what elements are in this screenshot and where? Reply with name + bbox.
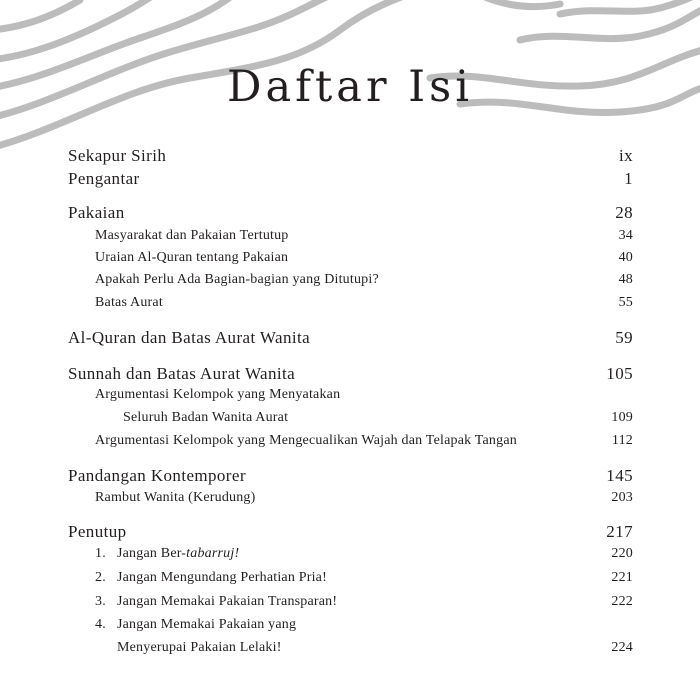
toc-entry-label	[95, 546, 239, 562]
toc-subentry	[117, 640, 633, 656]
toc-entry-page: 1	[624, 169, 633, 188]
toc-entry-number: 3.	[95, 594, 106, 609]
toc-entry-label: Penutup	[68, 522, 127, 541]
toc-entry-page: ix	[618, 146, 633, 165]
toc-entry-label: Argumentasi Kelompok yang Mengecualikan Wajah dan Telapak Tangan	[95, 433, 517, 448]
toc-entry-number: 1.	[95, 546, 106, 561]
toc-entry-page: 40	[618, 250, 633, 265]
toc-entry-page: 217	[606, 522, 633, 541]
toc-subentry	[95, 570, 633, 586]
toc-entry-page: 220	[611, 546, 633, 561]
toc-entry-label: Masyarakat dan Pakaian Tertutup	[95, 228, 289, 243]
toc-entry-label: Uraian Al-Quran tentang Pakaian	[95, 250, 289, 265]
toc-entry-label	[95, 617, 296, 633]
toc-entry-label: Al-Quran dan Batas Aurat Wanita	[68, 328, 311, 347]
toc-entry-label	[95, 570, 327, 586]
toc-entry	[68, 364, 633, 384]
toc-entry-page: 222	[611, 594, 633, 609]
toc-entry-label: Batas Aurat	[95, 295, 163, 310]
toc-subentry	[95, 272, 633, 288]
toc-entry-page: 28	[615, 203, 633, 222]
toc-entry	[68, 146, 633, 166]
toc-entry-label: Sekapur Sirih	[68, 146, 167, 165]
toc-entry	[68, 203, 633, 223]
toc-entry-page: 105	[606, 364, 633, 383]
toc-entry-page: 48	[618, 272, 633, 287]
toc-entry-page: 34	[618, 228, 633, 243]
toc-subentry	[95, 594, 633, 610]
toc-entry-page: 55	[618, 295, 633, 310]
toc-subentry	[95, 490, 633, 506]
toc-entry	[68, 466, 633, 486]
toc-entry	[68, 328, 633, 348]
toc-entry-label: Menyerupai Pakaian Lelaki!	[117, 640, 282, 655]
toc-subentry	[95, 617, 633, 633]
toc-entry-number: 2.	[95, 570, 106, 585]
toc-entry-label: Seluruh Badan Wanita Aurat	[123, 410, 289, 425]
toc-subentry	[95, 546, 633, 562]
toc-subentry	[95, 433, 633, 449]
toc-entry-page: 112	[611, 433, 633, 448]
toc-entry-label: Argumentasi Kelompok yang Menyatakan	[95, 387, 341, 402]
toc-entry-label: Rambut Wanita (Kerudung)	[95, 490, 256, 505]
toc-subentry	[95, 387, 633, 403]
toc-subentry	[95, 250, 633, 266]
toc-entry	[68, 169, 633, 189]
toc-entry-label: Pakaian	[68, 203, 125, 222]
toc-entry-label: Apakah Perlu Ada Bagian-bagian yang Ditutupi?	[95, 272, 379, 287]
page-title: Daftar Isi	[227, 62, 473, 112]
toc-entry-text: Jangan Memakai Pakaian Transparan!	[117, 594, 338, 609]
toc-entry-page: 221	[611, 570, 633, 585]
toc-subentry	[95, 228, 633, 244]
toc-entry-label: Pandangan Kontemporer	[68, 466, 246, 485]
toc-entry-page: 145	[606, 466, 633, 485]
toc-entry-page: 203	[611, 490, 633, 505]
toc-entry-label: Pengantar	[68, 169, 140, 188]
toc-subentry	[123, 410, 633, 426]
toc-entry-number: 4.	[95, 617, 106, 632]
toc-entry-page: 109	[611, 410, 633, 425]
toc-entry-text: Jangan Memakai Pakaian yang	[117, 617, 297, 632]
toc-entry-label: Sunnah dan Batas Aurat Wanita	[68, 364, 296, 383]
toc-entry-text: Jangan Mengundang Perhatian Pria!	[117, 570, 327, 585]
toc-entry-page: 224	[611, 640, 633, 655]
toc-entry-page: 59	[615, 328, 633, 347]
toc-entry	[68, 522, 633, 542]
toc-subentry	[95, 295, 633, 311]
toc-entry-label	[95, 594, 337, 610]
toc-entry-italic-text: tabarruj!	[186, 546, 240, 561]
toc-entry-text: Jangan Ber-	[117, 546, 187, 561]
